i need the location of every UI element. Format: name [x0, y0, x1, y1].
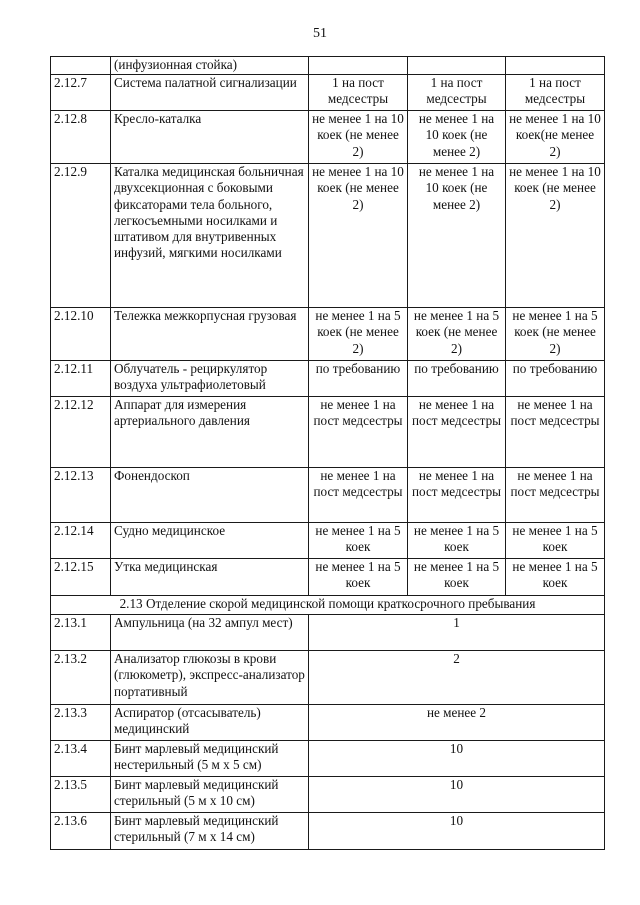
item-value-3: не менее 1 на 10 коек(не менее 2) [506, 111, 605, 164]
item-value-2: не менее 1 на 5 коек [408, 523, 506, 559]
table-row [51, 397, 605, 468]
item-number: 2.12.10 [51, 308, 111, 361]
item-number: 2.12.7 [51, 75, 111, 111]
item-value-3: по требованию [506, 361, 605, 397]
item-number: 2.13.5 [51, 777, 111, 813]
item-value-3: не менее 1 на пост медсестры [506, 468, 605, 523]
table-row [51, 813, 605, 850]
item-number: 2.13.6 [51, 813, 111, 850]
item-name: Анализатор глюкозы в крови (глюкометр), экспресс-анализатор портативный [111, 651, 309, 705]
item-number: 2.13.1 [51, 615, 111, 651]
item-number: 2.12.9 [51, 164, 111, 308]
item-value-3: не менее 1 на пост медсестры [506, 397, 605, 468]
page-number: 51 [313, 26, 327, 41]
item-value-2 [408, 57, 506, 75]
item-value-3: не менее 1 на 5 коек [506, 559, 605, 596]
item-value-2: не менее 1 на 5 коек (не менее 2) [408, 308, 506, 361]
item-number: 2.12.11 [51, 361, 111, 397]
item-value: 2 [309, 651, 605, 705]
item-value: не менее 2 [309, 705, 605, 741]
item-name: Судно медицинское [111, 523, 309, 559]
item-value-2: не менее 1 на пост медсестры [408, 397, 506, 468]
item-name: Бинт марлевый медицинский стерильный (5 м х 10 см) [111, 777, 309, 813]
item-value-2: по требованию [408, 361, 506, 397]
table-row [51, 651, 605, 705]
item-value-1: не менее 1 на пост медсестры [309, 397, 408, 468]
item-value-3: не менее 1 на 5 коек [506, 523, 605, 559]
item-value-1: 1 на пост медсестры [309, 75, 408, 111]
item-value-1: по требованию [309, 361, 408, 397]
item-value-1: не менее 1 на пост медсестры [309, 468, 408, 523]
item-value-1: не менее 1 на 10 коек (не менее 2) [309, 164, 408, 308]
item-value-2: 1 на пост медсестры [408, 75, 506, 111]
item-value-2: не менее 1 на 10 коек (не менее 2) [408, 164, 506, 308]
table-row [51, 523, 605, 559]
item-value-2: не менее 1 на 10 коек (не менее 2) [408, 111, 506, 164]
item-value-3: 1 на пост медсестры [506, 75, 605, 111]
item-number: 2.12.12 [51, 397, 111, 468]
item-name: Тележка межкорпусная грузовая [111, 308, 309, 361]
table-row [51, 468, 605, 523]
item-number [51, 57, 111, 75]
item-value-1: не менее 1 на 5 коек [309, 523, 408, 559]
item-value: 10 [309, 813, 605, 850]
item-number: 2.12.13 [51, 468, 111, 523]
item-value-3: не менее 1 на 5 коек (не менее 2) [506, 308, 605, 361]
item-name: Фонендоскоп [111, 468, 309, 523]
item-number: 2.13.3 [51, 705, 111, 741]
item-value: 10 [309, 741, 605, 777]
table-row [51, 705, 605, 741]
item-value-1: не менее 1 на 5 коек (не менее 2) [309, 308, 408, 361]
item-number: 2.12.8 [51, 111, 111, 164]
item-name: Аппарат для измерения артериального давления [111, 397, 309, 468]
section-header-row [51, 596, 605, 615]
item-value: 10 [309, 777, 605, 813]
item-value-1 [309, 57, 408, 75]
item-name: Облучатель - рециркулятор воздуха ультрафиолетовый [111, 361, 309, 397]
item-value-2: не менее 1 на 5 коек [408, 559, 506, 596]
table-row [51, 164, 605, 308]
table-row [51, 75, 605, 111]
item-name: Бинт марлевый медицинский нестерильный (5 м х 5 см) [111, 741, 309, 777]
item-name: Утка медицинская [111, 559, 309, 596]
item-name: Ампульница (на 32 ампул мест) [111, 615, 309, 651]
item-value-2: не менее 1 на пост медсестры [408, 468, 506, 523]
item-name: Бинт марлевый медицинский стерильный (7 м х 14 см) [111, 813, 309, 850]
item-number: 2.13.2 [51, 651, 111, 705]
table-row [51, 57, 605, 75]
item-value: 1 [309, 615, 605, 651]
item-number: 2.12.14 [51, 523, 111, 559]
table-row [51, 361, 605, 397]
equipment-table [50, 56, 605, 850]
item-name: Система палатной сигнализации [111, 75, 309, 111]
table-row [51, 615, 605, 651]
item-name: Аспиратор (отсасыватель) медицинский [111, 705, 309, 741]
item-value-1: не менее 1 на 10 коек (не менее 2) [309, 111, 408, 164]
item-number: 2.12.15 [51, 559, 111, 596]
item-name: (инфузионная стойка) [111, 57, 309, 75]
table-row [51, 111, 605, 164]
item-value-3 [506, 57, 605, 75]
table-row [51, 741, 605, 777]
item-value-1: не менее 1 на 5 коек [309, 559, 408, 596]
item-name: Кресло-каталка [111, 111, 309, 164]
section-title: 2.13 Отделение скорой медицинской помощи краткосрочного пребывания [51, 596, 605, 615]
table-row [51, 559, 605, 596]
table-row [51, 308, 605, 361]
table-row [51, 777, 605, 813]
item-name: Каталка медицинская больничная двухсекционная с боковыми фиксаторами тела больного, легкосъемными носилками и штативом для внутривенных инфузий, мягкими носилками [111, 164, 309, 308]
item-number: 2.13.4 [51, 741, 111, 777]
item-value-3: не менее 1 на 10 коек (не менее 2) [506, 164, 605, 308]
